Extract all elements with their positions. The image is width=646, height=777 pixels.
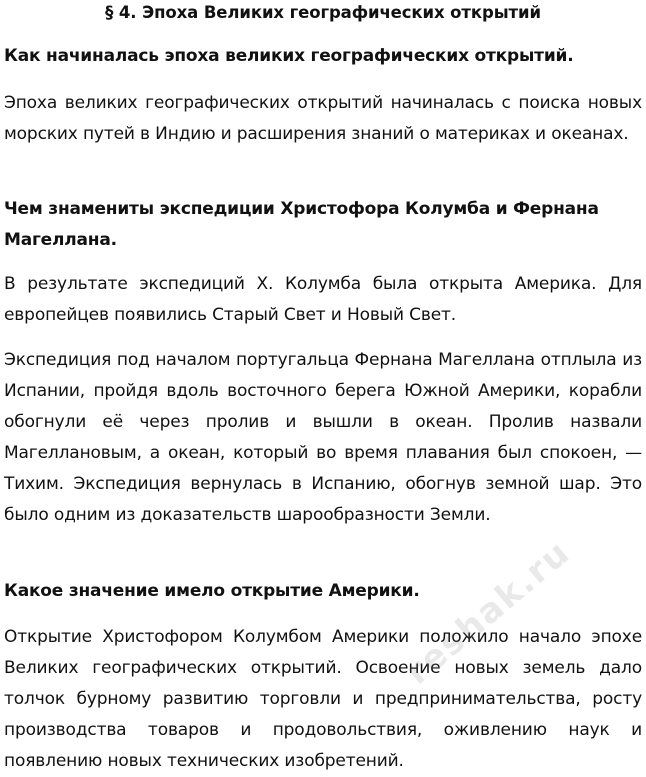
page-title: § 4. Эпоха Великих географических открытий [105,3,541,22]
section-heading-3: Какое значение имело открытие Америки. [4,581,420,601]
section-2-paragraph-2: Экспедиция под началом португальца Фернана Магеллана отплыла из Испании, пройдя вдоль восточного берега Южной Америки, корабли обогнули её через пролив и вышли в океан. Пролив назвали Магеллановым, а океан, который во время плавания был спокоен, — Тихим. Экспедиция вернулась в Испанию, обогнув земной шар. Это было одним из доказательств шарообразности Земли. [4,350,642,525]
watermark-text: reshak.ru [398,532,579,693]
section-heading-2: Чем знамениты экспедиции Христофора Колумба и Фернана Магеллана. [4,199,599,250]
section-3-paragraph-1: Открытие Христофором Колумбом Америки положило начало эпохе Великих географических открытий. Освоение новых земель дало толчок бурному развитию торговли и предпринимательства, росту производства товаров и продовольствия, оживлению наук и появлению новых технических изобретений. [4,627,642,771]
section-1-paragraph-1: Эпоха великих географических открытий начиналась с поиска новых морских путей в Индию и расширения знаний о материках и океанах. [4,93,642,144]
section-heading-1: Как начиналась эпоха великих географических открытий. [4,46,574,66]
section-2-paragraph-1: В результате экспедиций Х. Колумба была открыта Америка. Для европейцев появились Старый Свет и Новый Свет. [4,274,642,325]
